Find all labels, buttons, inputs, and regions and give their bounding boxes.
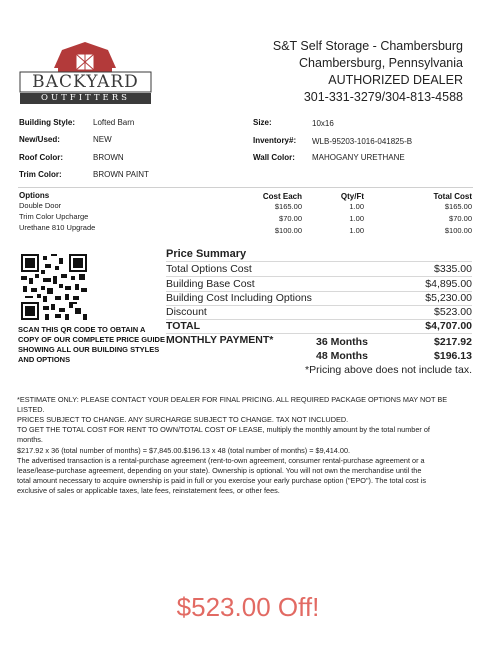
option-cost-each: $100.00 bbox=[274, 226, 302, 235]
option-cost-each: $165.00 bbox=[274, 202, 302, 211]
price-row bbox=[166, 305, 472, 320]
option-qty: 1.00 bbox=[349, 202, 364, 211]
option-qty: 1.00 bbox=[349, 226, 364, 235]
price-row-amount: $4,895.00 bbox=[425, 278, 472, 290]
dealer-name: S&T Self Storage - Chambersburg bbox=[272, 39, 463, 53]
tax-note: *Pricing above does not include tax. bbox=[305, 364, 472, 376]
disclaimer-line: months. bbox=[17, 435, 43, 444]
term-36-payment: $217.92 bbox=[434, 336, 472, 348]
size-label: Size: bbox=[253, 118, 272, 127]
option-total: $165.00 bbox=[444, 202, 472, 211]
options-header-name: Options bbox=[19, 191, 50, 200]
wall-color-value: MAHOGANY URETHANE bbox=[312, 153, 405, 162]
monthly-payment-label: MONTHLY PAYMENT* bbox=[166, 334, 274, 346]
size-value: 10x16 bbox=[312, 119, 334, 128]
qr-code-icon bbox=[21, 254, 87, 320]
option-total: $100.00 bbox=[444, 226, 472, 235]
inventory-label: Inventory#: bbox=[253, 136, 297, 145]
qr-caption-line: SHOWING ALL OUR BUILDING STYLES bbox=[18, 345, 160, 354]
option-name: Urethane 810 Upgrade bbox=[19, 223, 96, 232]
price-row bbox=[166, 277, 472, 292]
qr-caption bbox=[18, 325, 178, 365]
price-row bbox=[166, 262, 472, 277]
qr-caption-line: AND OPTIONS bbox=[18, 355, 71, 364]
dealer-phone: 301-331-3279/304-813-4588 bbox=[303, 90, 463, 104]
inventory-value: WLB-95203-1016-041825-B bbox=[312, 137, 413, 146]
options-header-cost-each: Cost Each bbox=[262, 192, 302, 201]
options-divider bbox=[18, 187, 473, 188]
price-row-amount: $335.00 bbox=[434, 263, 472, 275]
trim-color-value: BROWN PAINT bbox=[93, 170, 149, 179]
disclaimer bbox=[17, 395, 473, 496]
option-qty: 1.00 bbox=[349, 214, 364, 223]
new-used-value: NEW bbox=[93, 135, 112, 144]
building-style-value: Lofted Barn bbox=[93, 118, 135, 127]
wall-color-label: Wall Color: bbox=[253, 153, 295, 162]
qr-caption-line: COPY OF OUR COMPLETE PRICE GUIDE bbox=[18, 335, 165, 344]
trim-color-label: Trim Color: bbox=[19, 170, 62, 179]
disclaimer-line: lease/lease-purchase agreement, depending on your state). Ownership is optional. You will not own the merchandise until the bbox=[17, 466, 422, 475]
disclaimer-line: total amount necessary to acquire ownership is paid in full or you exercise your early purchase option ("EPO"). The total cost is bbox=[17, 476, 427, 485]
term-48-payment: $196.13 bbox=[434, 350, 472, 362]
price-row-name: Building Cost Including Options bbox=[166, 292, 312, 304]
option-name: Double Door bbox=[19, 201, 62, 210]
price-row-name: Building Base Cost bbox=[166, 278, 255, 290]
backyard-outfitters-logo bbox=[18, 38, 153, 106]
logo-wordmark-outfitters: OUTFITTERS bbox=[41, 93, 130, 103]
price-row-amount: $523.00 bbox=[434, 306, 472, 318]
qr-caption-line: SCAN THIS QR CODE TO OBTAIN A bbox=[18, 325, 146, 334]
dealer-city: Chambersburg, Pennsylvania bbox=[299, 56, 463, 70]
price-summary-title: Price Summary bbox=[166, 248, 247, 260]
disclaimer-line: PRICES SUBJECT TO CHANGE. ANY SURCHARGE SUBJECT TO CHANGE. TAX NOT INCLUDED. bbox=[17, 415, 349, 424]
roof-color-value: BROWN bbox=[93, 153, 124, 162]
disclaimer-line: $217.92 x 36 (total number of months) = $7,845.00.$196.13 x 48 (total number of months) = $9,414.00. bbox=[17, 446, 351, 455]
disclaimer-line: exclusive of sales or applicable taxes, late fees, reinstatement fees, or other fees. bbox=[17, 486, 280, 495]
building-style-label: Building Style: bbox=[19, 118, 75, 127]
roof-color-label: Roof Color: bbox=[19, 153, 63, 162]
disclaimer-line: The advertised transaction is a rental-purchase agreement (rent-to-own agreement, consumer rental-purchase agreement or a bbox=[17, 456, 425, 465]
price-total-label: TOTAL bbox=[166, 320, 201, 332]
options-header-total: Total Cost bbox=[433, 192, 472, 201]
price-row-amount: $5,230.00 bbox=[425, 292, 472, 304]
term-36-label: 36 Months bbox=[316, 336, 368, 348]
price-row bbox=[166, 291, 472, 306]
disclaimer-line: *ESTIMATE ONLY: PLEASE CONTACT YOUR DEALER FOR FINAL PRICING. ALL REQUIRED PACKAGE OPTIONS MAY NOT BE LISTED. bbox=[17, 395, 448, 414]
options-header-qty: Qty/Ft bbox=[340, 192, 364, 201]
disclaimer-line: TO GET THE TOTAL COST FOR RENT TO OWN/TOTAL COST OF LEASE, multiply the monthly amount by the total number of bbox=[17, 425, 430, 434]
price-total-amount: $4,707.00 bbox=[425, 320, 472, 332]
option-total: $70.00 bbox=[449, 214, 472, 223]
discount-handwritten-note: $523.00 Off! bbox=[176, 592, 320, 622]
price-total-row bbox=[166, 319, 472, 334]
dealer-status: AUTHORIZED DEALER bbox=[328, 73, 463, 87]
logo-wordmark-backyard: BACKYARD bbox=[32, 72, 139, 92]
price-row-name: Discount bbox=[166, 306, 207, 318]
qr-code[interactable] bbox=[21, 254, 87, 320]
term-48-label: 48 Months bbox=[316, 350, 368, 362]
new-used-label: New/Used: bbox=[19, 135, 60, 144]
option-name: Trim Color Upcharge bbox=[19, 212, 89, 221]
dealer-info bbox=[203, 38, 463, 106]
price-row-name: Total Options Cost bbox=[166, 263, 252, 275]
option-cost-each: $70.00 bbox=[279, 214, 302, 223]
